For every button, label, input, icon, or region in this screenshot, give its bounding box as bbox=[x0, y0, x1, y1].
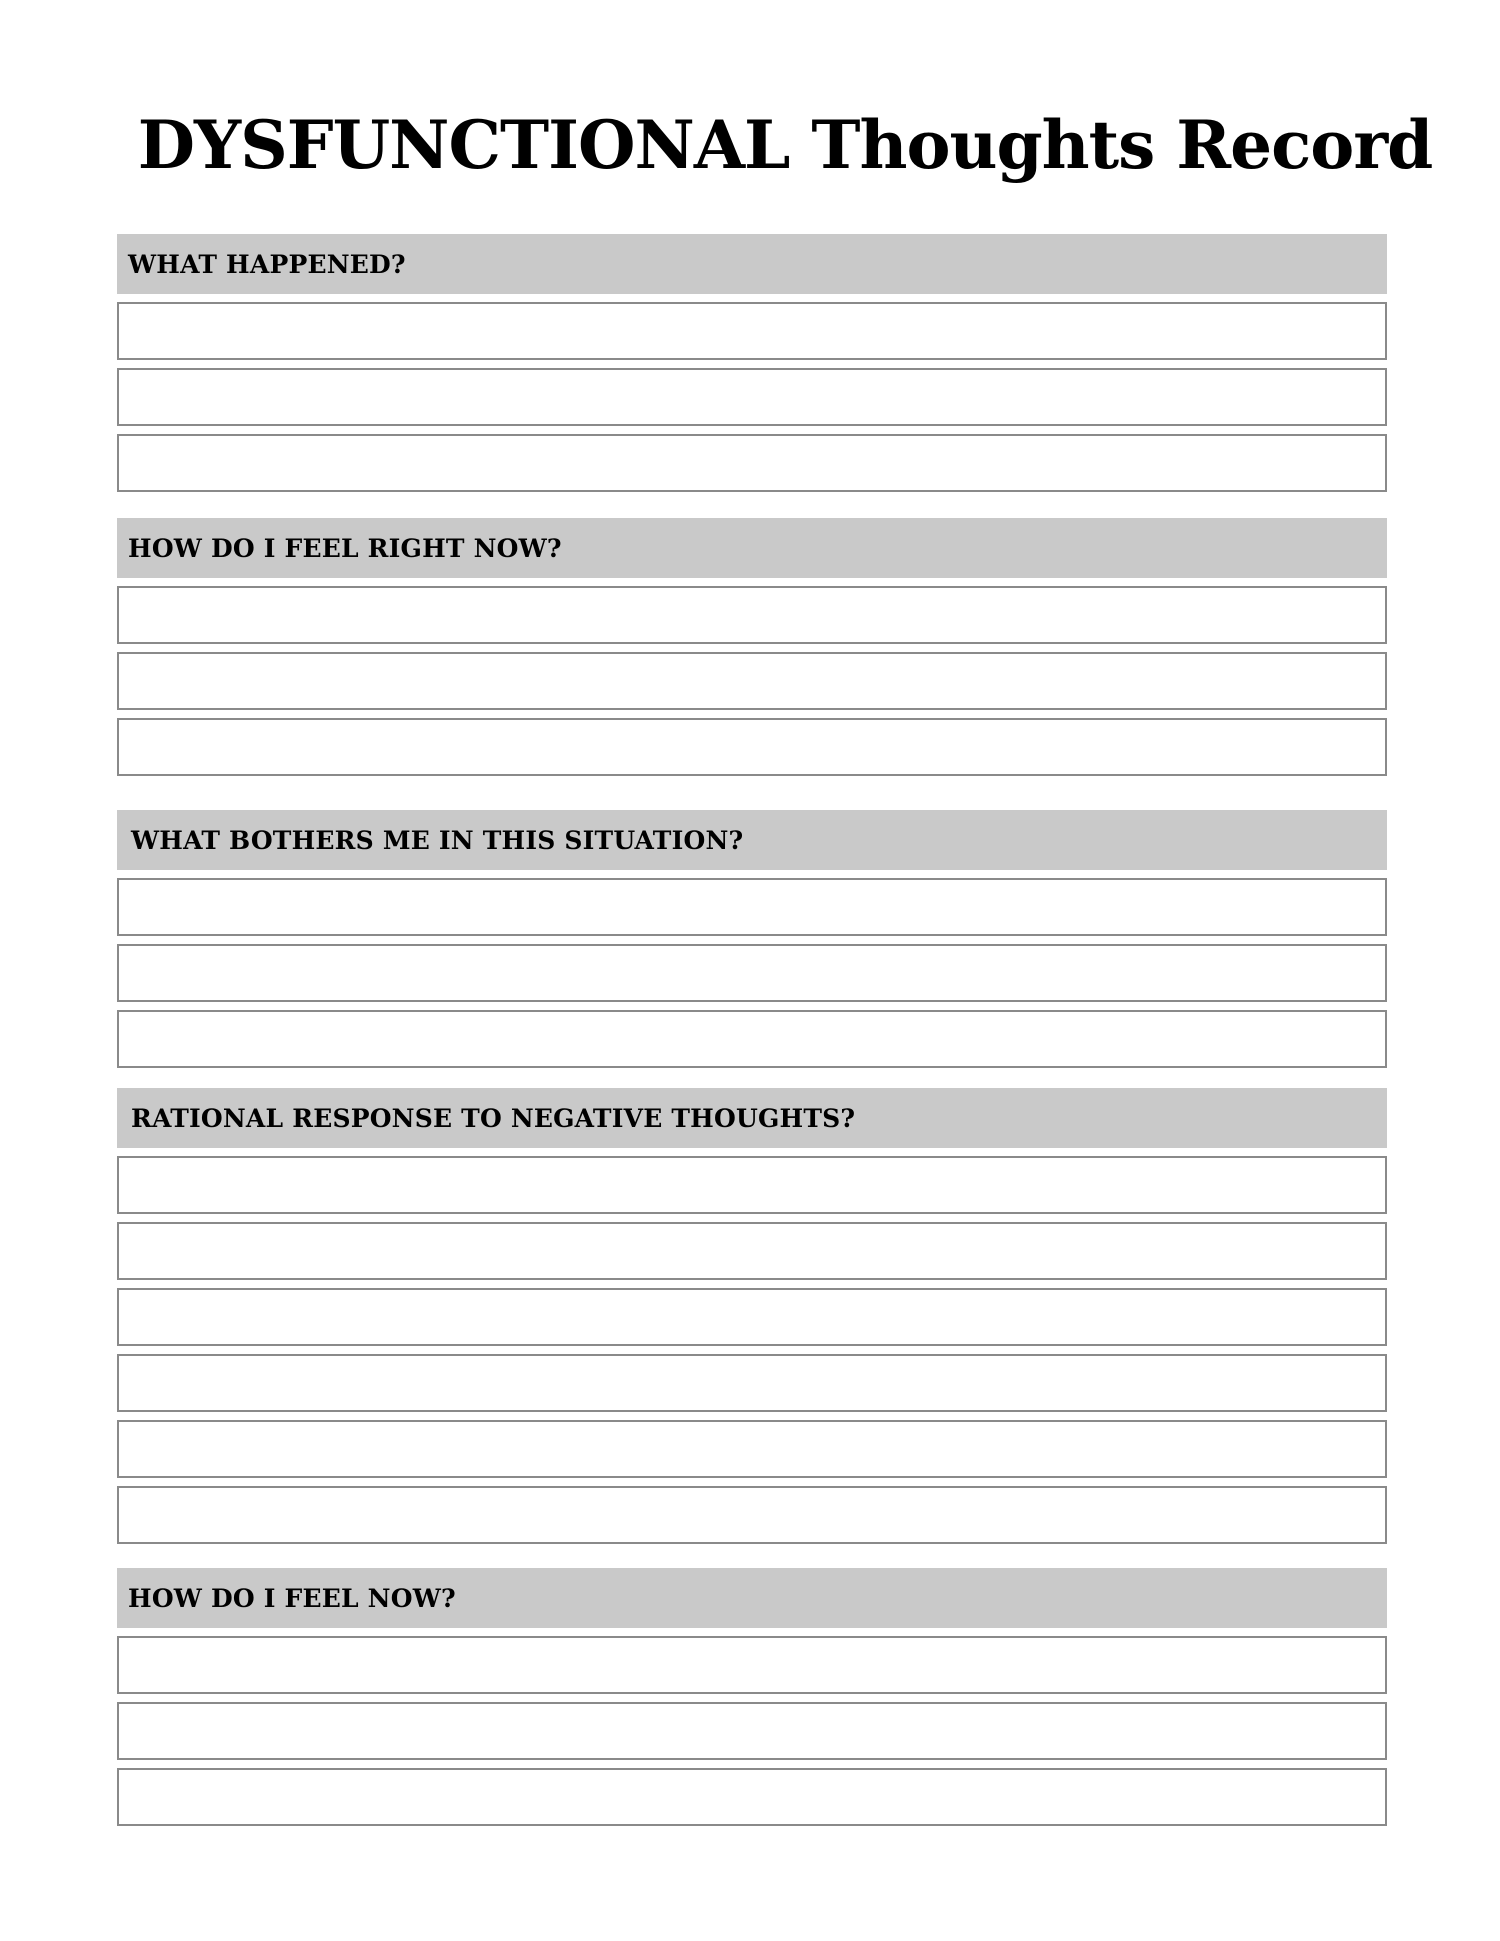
answer-line[interactable] bbox=[117, 1420, 1387, 1478]
answer-line[interactable] bbox=[117, 1010, 1387, 1068]
answer-line[interactable] bbox=[117, 944, 1387, 1002]
answer-line[interactable] bbox=[117, 1156, 1387, 1214]
section-what-bothers-me bbox=[117, 810, 1387, 1068]
section-rational-response bbox=[117, 1088, 1387, 1544]
answer-line[interactable] bbox=[117, 718, 1387, 776]
answer-line[interactable] bbox=[117, 1486, 1387, 1544]
section-how-do-i-feel-now bbox=[117, 1568, 1387, 1826]
answer-line[interactable] bbox=[117, 586, 1387, 644]
section-header: HOW DO I FEEL NOW? bbox=[117, 1568, 1387, 1628]
section-header: RATIONAL RESPONSE TO NEGATIVE THOUGHTS? bbox=[117, 1088, 1387, 1148]
answer-line[interactable] bbox=[117, 1354, 1387, 1412]
section-header: WHAT BOTHERS ME IN THIS SITUATION? bbox=[117, 810, 1387, 870]
answer-line[interactable] bbox=[117, 302, 1387, 360]
section-header: WHAT HAPPENED? bbox=[117, 234, 1387, 294]
answer-line[interactable] bbox=[117, 652, 1387, 710]
answer-line[interactable] bbox=[117, 434, 1387, 492]
section-how-do-i-feel-right-now bbox=[117, 518, 1387, 776]
answer-line[interactable] bbox=[117, 1288, 1387, 1346]
answer-line[interactable] bbox=[117, 1768, 1387, 1826]
section-header: HOW DO I FEEL RIGHT NOW? bbox=[117, 518, 1387, 578]
answer-line[interactable] bbox=[117, 1636, 1387, 1694]
answer-line[interactable] bbox=[117, 1702, 1387, 1760]
answer-line[interactable] bbox=[117, 368, 1387, 426]
answer-line[interactable] bbox=[117, 878, 1387, 936]
section-what-happened bbox=[117, 234, 1387, 492]
page-title: DYSFUNCTIONAL Thoughts Record bbox=[137, 106, 1433, 184]
answer-line[interactable] bbox=[117, 1222, 1387, 1280]
